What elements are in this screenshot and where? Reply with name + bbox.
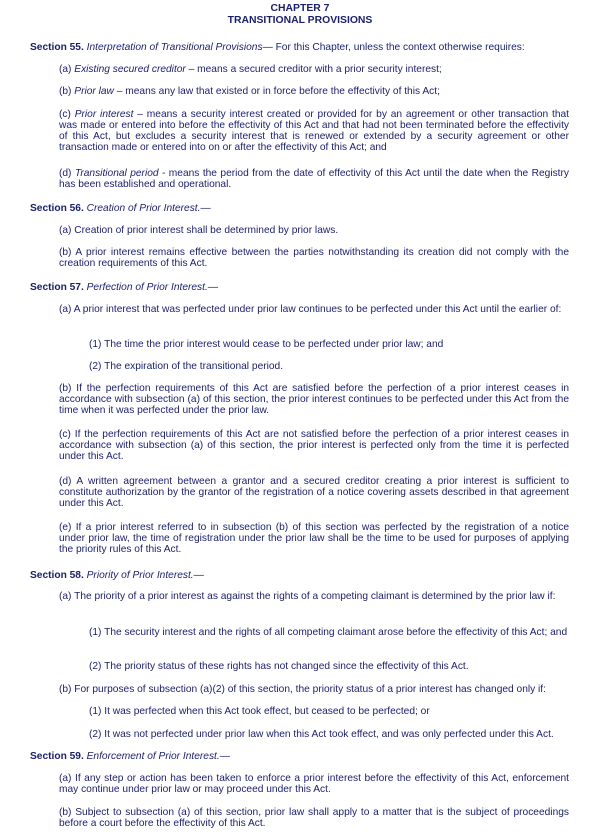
section-55-intro: For this Chapter, unless the context otherwise requires: bbox=[272, 42, 525, 53]
section-57-heading: Section 57. Perfection of Prior Interest.— bbox=[30, 282, 218, 293]
section-57-a: (a) A prior interest that was perfected under prior law continues to be perfected under this Act until the earlier of: bbox=[59, 304, 562, 315]
section-55-b: (b) Prior law – means any law that existed or in force before the effectivity of this Act; bbox=[59, 86, 440, 97]
section-58-label: Section 58. bbox=[30, 570, 84, 581]
section-57-b: (b) If the perfection requirements of this Act are satisfied before the perfection of a prior interest ceases in accordance with subsection (a) of this section, the prior interest continues to be perfected under this Act from the time when it was perfected under the prior law. bbox=[59, 383, 569, 416]
section-55-title: Interpretation of Transitional Provisions bbox=[86, 42, 263, 53]
section-59-b: (b) Subject to subsection (a) of this section, prior law shall apply to a matter that is the subject of proceedings before a court before the effectivity of this Act. bbox=[59, 807, 569, 829]
section-59-a: (a) If any step or action has been taken to enforce a prior interest before the effectivity of this Act, enforcement may continue under prior law or may proceed under this Act. bbox=[59, 773, 569, 795]
section-55-a: (a) Existing secured creditor – means a secured creditor with a prior security interest; bbox=[59, 64, 442, 75]
section-58-a: (a) The priority of a prior interest as against the rights of a competing claimant is determined by the prior law if: bbox=[59, 591, 556, 602]
section-59-heading: Section 59. Enforcement of Prior Interest.— bbox=[30, 751, 230, 762]
section-57-label: Section 57. bbox=[30, 282, 84, 293]
section-59-label: Section 59. bbox=[30, 751, 84, 762]
chapter-number: CHAPTER 7 bbox=[270, 3, 330, 14]
section-55-d: (d) Transitional period - means the period from the date of effectivity of this Act until the date when the Registry has been established and operational. bbox=[59, 168, 569, 190]
section-55-c: (c) Prior interest – means a security interest created or provided for by an agreement or other transaction that was made or entered into before the effectivity of this Act and that had not been terminated before the effectivity of this Act, but excludes a security interest that is renewed or extended by a security agreement or other transaction made or entered into on or after the effectivity of this Act; and bbox=[59, 109, 570, 153]
section-58-heading: Section 58. Priority of Prior Interest.— bbox=[30, 570, 204, 581]
chapter-title: TRANSITIONAL PROVISIONS bbox=[227, 15, 373, 26]
section-58-a2: (2) The priority status of these rights has not changed since the effectivity of this Act. bbox=[89, 661, 469, 672]
section-56-heading: Section 56. Creation of Prior Interest.— bbox=[30, 203, 211, 214]
section-57-a1: (1) The time the prior interest would cease to be perfected under prior law; and bbox=[89, 339, 444, 350]
section-56-b: (b) A prior interest remains effective between the parties notwithstanding its creation did not comply with the creation requirements of this Act. bbox=[59, 247, 569, 269]
term-prior-law: Prior law bbox=[74, 86, 114, 97]
section-58-a1: (1) The security interest and the rights of all competing claimant arose before the effectivity of this Act; and bbox=[89, 627, 568, 638]
term-prior-interest: Prior interest bbox=[74, 109, 134, 120]
section-55-heading: Section 55. Interpretation of Transitional Provisions— For this Chapter, unless the context otherwise requires: bbox=[30, 42, 525, 53]
section-55-label: Section 55. bbox=[30, 42, 84, 53]
section-58-title: Priority of Prior Interest. bbox=[86, 570, 194, 581]
section-58-b1: (1) It was perfected when this Act took effect, but ceased to be perfected; or bbox=[89, 706, 430, 717]
section-58-b: (b) For purposes of subsection (a)(2) of this section, the priority status of a prior interest has changed only if: bbox=[59, 684, 546, 695]
section-57-a2: (2) The expiration of the transitional period. bbox=[89, 361, 284, 372]
section-56-a: (a) Creation of prior interest shall be determined by prior laws. bbox=[59, 225, 339, 236]
section-57-c: (c) If the perfection requirements of this Act are not satisfied before the perfection of a prior interest ceases in accordance with subsection (a) of this section, the prior interest is perfected only from the time it is perfected under this Act. bbox=[59, 429, 569, 462]
section-56-label: Section 56. bbox=[30, 203, 84, 214]
section-57-title: Perfection of Prior Interest. bbox=[86, 282, 208, 293]
section-59-title: Enforcement of Prior Interest. bbox=[86, 751, 220, 762]
term-transitional-period: Transitional period bbox=[74, 168, 159, 179]
term-existing-secured-creditor: Existing secured creditor bbox=[74, 64, 186, 75]
section-58-b2: (2) It was not perfected under prior law when this Act took effect, and was only perfected under this Act. bbox=[89, 729, 554, 740]
section-57-e: (e) If a prior interest referred to in subsection (b) of this section was perfected by the registration of a notice under prior law, the time of registration under the prior law shall be the time to be used for purposes of applying the priority rules of this Act. bbox=[59, 522, 569, 555]
section-57-d: (d) A written agreement between a grantor and a secured creditor creating a prior interest is sufficient to constitute authorization by the grantor of the registration of a notice covering assets described in that agreement under this Act. bbox=[59, 476, 569, 509]
section-56-title: Creation of Prior Interest. bbox=[86, 203, 201, 214]
